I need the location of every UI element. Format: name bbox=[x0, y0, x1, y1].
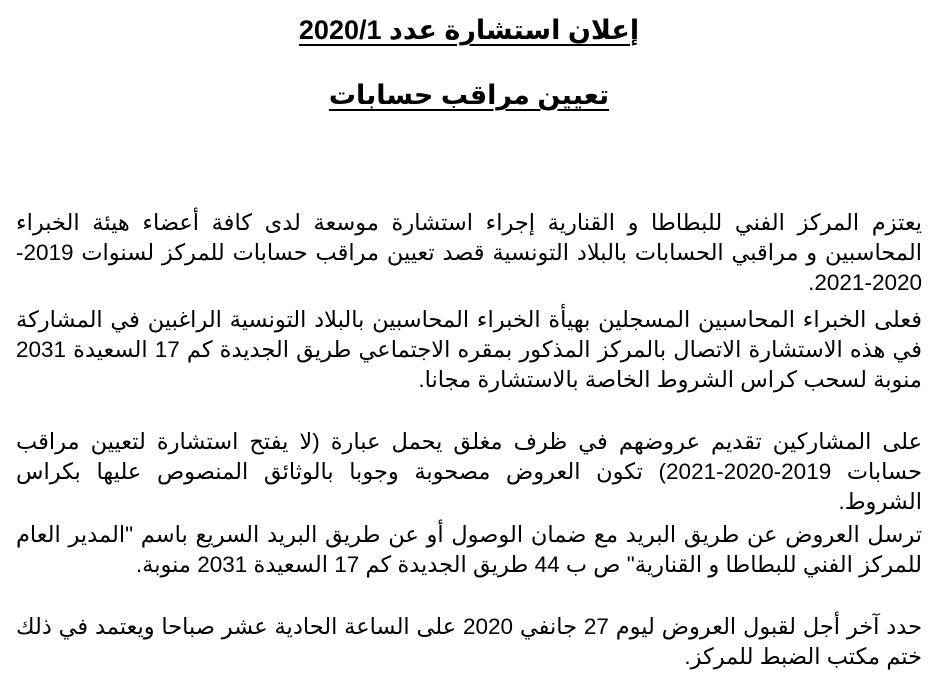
paragraph-deadline: حدد آخر أجل لقبول العروض ليوم 27 جانفي 2020 على الساعة الحادية عشر صباحا ويعتمد في ذلك ختم مكتب الضبط للمركز. bbox=[16, 614, 923, 669]
paragraph-delivery: ترسل العروض عن طريق البريد مع ضمان الوصول أو عن طريق البريد السريع باسم "المدير العام للمركز الفني للبطاطا و القنارية" ص ب 44 طريق الجديدة كم 17 السعيدة 2031 منوبة. bbox=[16, 522, 922, 577]
announcement-title: إعلان استشارة عدد 2020/1 bbox=[298, 15, 640, 45]
paragraph-intro: يعتزم المركز الفني للبطاطا و القنارية إجراء استشارة موسعة لدى كافة أعضاء هيئة الخبراء المحاسبين و مراقبي الحسابات بالبلاد التونسية قصد تعيين مراقب حسابات للمركز لسنوات 2019-2020-2021. bbox=[16, 210, 922, 295]
paragraph-submission: على المشاركين تقديم عروضهم في ظرف مغلق يحمل عبارة (لا يفتح استشارة لتعيين مراقب حسابات 2019-2020-2021) تكون العروض مصحوبة وجوبا بالوثائق المنصوص عليها بكراس الشروط. bbox=[16, 429, 922, 514]
paragraph-eligibility: فعلى الخبراء المحاسبين المسجلين بهيأة الخبراء المحاسبين بالبلاد التونسية الراغبين في المشاركة في هذه الاستشارة الاتصال بالمركز المذكور بمقره الاجتماعي طريق الجديدة كم 17 السعيدة 2031 منوبة لسحب كراس الشروط الخاصة بالاستشارة مجانا. bbox=[16, 307, 922, 392]
announcement-subtitle: تعيين مراقب حسابات bbox=[328, 80, 610, 110]
